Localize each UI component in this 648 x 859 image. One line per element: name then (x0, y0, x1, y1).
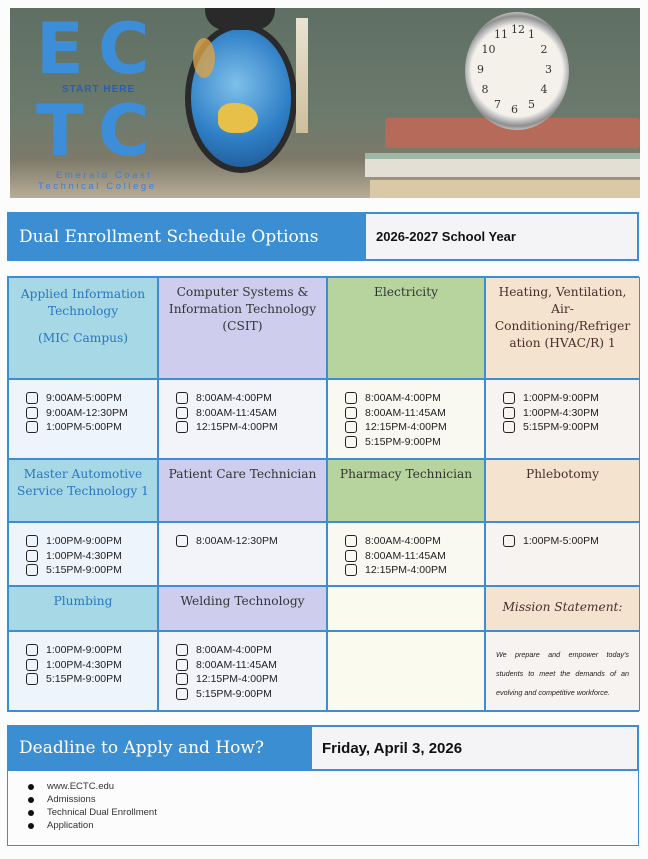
time-label: 8:00AM-4:00PM (365, 392, 441, 405)
time-option[interactable] (345, 563, 484, 578)
mission-statement: We prepare and empower today's students to meet the demands of an evolving and competitive workforce. (485, 631, 640, 711)
time-option[interactable] (176, 672, 326, 687)
time-option[interactable] (26, 563, 157, 578)
deadline-title: Deadline to Apply and How? (9, 727, 312, 769)
graduation-cap-image (205, 8, 275, 30)
globe-land (218, 103, 258, 133)
clock-number: 9 (477, 63, 484, 76)
checkbox[interactable] (26, 644, 38, 656)
time-label: 8:00AM-12:30PM (196, 535, 278, 548)
program-times (327, 631, 485, 711)
program-header (8, 459, 158, 522)
logo-college-name: Emerald Coast Technical College (38, 170, 157, 192)
program-title: Heating, Ventilation, Air-Conditioning/Refrigeration (HVAC/R) 1 (494, 285, 631, 350)
checkbox[interactable] (176, 535, 188, 547)
time-label: 12:15PM-4:00PM (196, 421, 278, 434)
program-times (327, 522, 485, 586)
checkbox[interactable] (26, 407, 38, 419)
time-label: 12:15PM-4:00PM (196, 673, 278, 686)
time-option[interactable] (26, 643, 157, 658)
checkbox[interactable] (176, 673, 188, 685)
clock-number: 11 (494, 28, 508, 42)
time-label: 5:15PM-9:00PM (46, 673, 122, 686)
program-header (158, 586, 327, 631)
time-label: 12:15PM-4:00PM (365, 421, 447, 434)
program-header (158, 277, 327, 379)
time-label: 1:00PM-5:00PM (523, 535, 599, 548)
program-title: Welding Technology (180, 594, 305, 608)
time-option[interactable] (503, 534, 639, 549)
time-option[interactable] (345, 391, 484, 406)
clock-number: 8 (481, 83, 489, 96)
clock-number: 7 (494, 97, 501, 111)
checkbox[interactable] (176, 392, 188, 404)
time-label: 8:00AM-11:45AM (365, 549, 446, 562)
bullet-icon (28, 784, 34, 790)
time-option[interactable] (345, 420, 484, 435)
mission-title (485, 586, 640, 631)
program-title: Computer Systems & Information Technology (CSIT) (168, 285, 317, 333)
time-label: 8:00AM-11:45AM (365, 406, 446, 419)
schedule-header (7, 212, 639, 261)
program-times (8, 379, 158, 459)
program-times (485, 522, 640, 586)
apply-step (28, 793, 638, 806)
mission-title-text: Mission Statement: (502, 600, 623, 614)
program-times (485, 379, 640, 459)
apply-steps-list (7, 770, 639, 846)
checkbox[interactable] (503, 535, 515, 547)
time-option[interactable] (176, 658, 326, 673)
program-title: Phlebotomy (526, 467, 599, 481)
time-option[interactable] (26, 658, 157, 673)
checkbox[interactable] (345, 421, 357, 433)
program-header (485, 459, 640, 522)
time-option[interactable] (176, 391, 326, 406)
bullet-icon (28, 810, 34, 816)
checkbox[interactable] (26, 673, 38, 685)
program-title: Pharmacy Technician (339, 467, 473, 481)
time-label: 1:00PM-9:00PM (46, 535, 122, 548)
checkbox[interactable] (176, 644, 188, 656)
checkbox[interactable] (503, 392, 515, 404)
clock-number: 4 (540, 83, 548, 96)
time-label: 1:00PM-4:30PM (523, 406, 599, 419)
tassel-image (296, 18, 308, 133)
globe-land (193, 38, 215, 78)
clock-number: 5 (528, 97, 535, 111)
apply-step (28, 819, 638, 832)
time-option[interactable] (345, 549, 484, 564)
program-times (8, 631, 158, 711)
time-label: 8:00AM-4:00PM (365, 535, 441, 548)
time-label: 8:00AM-11:45AM (196, 658, 277, 671)
program-header (327, 277, 485, 379)
time-option[interactable] (176, 534, 326, 549)
checkbox[interactable] (26, 535, 38, 547)
time-option[interactable] (345, 534, 484, 549)
program-header (327, 459, 485, 522)
checkbox[interactable] (176, 688, 188, 700)
checkbox[interactable] (26, 392, 38, 404)
apply-step-text: Application (47, 820, 94, 831)
apply-step-text: Admissions (47, 794, 96, 805)
checkbox[interactable] (26, 564, 38, 576)
time-option[interactable] (26, 534, 157, 549)
time-option[interactable] (26, 406, 157, 421)
checkbox[interactable] (26, 421, 38, 433)
time-option[interactable] (26, 672, 157, 687)
checkbox[interactable] (345, 392, 357, 404)
checkbox[interactable] (345, 436, 357, 448)
time-label: 1:00PM-9:00PM (46, 644, 122, 657)
page-title: Dual Enrollment Schedule Options (9, 214, 366, 259)
time-option[interactable] (503, 391, 639, 406)
clock-number: 10 (481, 43, 496, 56)
checkbox[interactable] (26, 550, 38, 562)
time-option[interactable] (176, 643, 326, 658)
time-option[interactable] (345, 435, 484, 450)
ectc-logo (28, 10, 163, 195)
program-title: Applied Information Technology (20, 287, 146, 318)
program-times (8, 522, 158, 586)
time-label: 1:00PM-4:30PM (46, 549, 122, 562)
time-label: 1:00PM-9:00PM (523, 392, 599, 405)
program-title: Plumbing (53, 594, 113, 608)
time-label: 8:00AM-11:45AM (196, 406, 277, 419)
program-times (327, 379, 485, 459)
apply-step-text[interactable]: www.ECTC.edu (47, 781, 115, 792)
deadline-date: Friday, April 3, 2026 (312, 727, 637, 769)
apply-step (28, 780, 638, 793)
clock-number: 2 (540, 43, 548, 56)
time-option[interactable] (26, 391, 157, 406)
time-label: 5:15PM-9:00PM (46, 564, 122, 577)
logo-letter: C (98, 90, 150, 172)
bullet-icon (28, 823, 34, 829)
time-label: 1:00PM-5:00PM (46, 421, 122, 434)
checkbox[interactable] (345, 564, 357, 576)
time-label: 5:15PM-9:00PM (365, 435, 441, 448)
time-option[interactable] (26, 549, 157, 564)
time-label: 9:00AM-12:30PM (46, 406, 128, 419)
program-header (327, 586, 485, 631)
checkbox[interactable] (176, 659, 188, 671)
logo-letter: C (98, 8, 150, 90)
schedule-grid (7, 276, 639, 712)
program-campus-note: (MIC Campus) (37, 331, 129, 345)
time-option[interactable] (176, 406, 326, 421)
time-option[interactable] (26, 420, 157, 435)
deadline-header (7, 725, 639, 771)
school-year: 2026-2027 School Year (366, 214, 637, 259)
time-option[interactable] (176, 687, 326, 702)
checkbox[interactable] (345, 407, 357, 419)
program-title: Master Automotive Service Technology 1 (17, 467, 149, 498)
apply-step (28, 806, 638, 819)
clock-number: 6 (511, 103, 518, 116)
checkbox[interactable] (503, 407, 515, 419)
time-label: 5:15PM-9:00PM (196, 687, 272, 700)
bullet-icon (28, 797, 34, 803)
checkbox[interactable] (176, 421, 188, 433)
time-label: 9:00AM-5:00PM (46, 392, 122, 405)
time-label: 12:15PM-4:00PM (365, 564, 447, 577)
program-times (158, 522, 327, 586)
logo-tagline: START HERE (62, 84, 136, 95)
books-image (365, 118, 640, 198)
time-label: 1:00PM-4:30PM (46, 658, 122, 671)
program-header (158, 459, 327, 522)
alarm-clock-image (465, 12, 569, 130)
apply-step-text: Technical Dual Enrollment (47, 807, 157, 818)
time-option[interactable] (345, 406, 484, 421)
time-label: 8:00AM-4:00PM (196, 392, 272, 405)
program-header (8, 586, 158, 631)
program-times (158, 379, 327, 459)
program-header (8, 277, 158, 379)
program-header (485, 277, 640, 379)
checkbox[interactable] (26, 659, 38, 671)
checkbox[interactable] (176, 407, 188, 419)
program-title: Patient Care Technician (168, 467, 317, 481)
logo-letter: T (36, 90, 84, 172)
program-times (158, 631, 327, 711)
clock-number: 1 (528, 28, 535, 42)
checkbox[interactable] (503, 421, 515, 433)
checkbox[interactable] (345, 550, 357, 562)
hero-image (10, 8, 640, 198)
time-label: 5:15PM-9:00PM (523, 421, 599, 434)
clock-number: 12 (511, 23, 525, 36)
checkbox[interactable] (345, 535, 357, 547)
time-option[interactable] (176, 420, 326, 435)
logo-letter: E (36, 8, 84, 90)
program-title: Electricity (374, 285, 438, 299)
time-option[interactable] (503, 406, 639, 421)
time-option[interactable] (503, 420, 639, 435)
time-label: 8:00AM-4:00PM (196, 644, 272, 657)
clock-number: 3 (545, 63, 552, 76)
